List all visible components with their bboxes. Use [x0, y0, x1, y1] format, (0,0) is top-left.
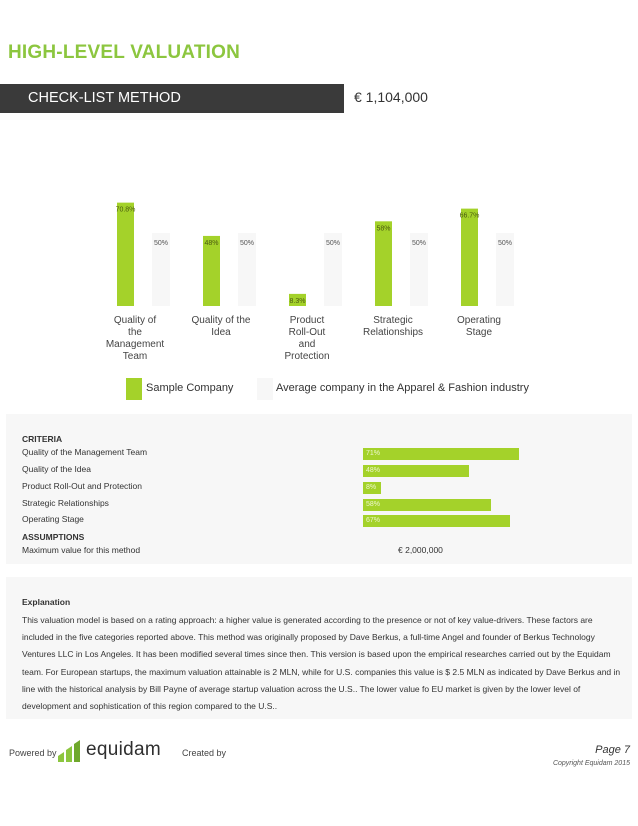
- bar-average-label-2: 50%: [325, 240, 341, 247]
- assumptions-label: Maximum value for this method: [22, 545, 141, 555]
- explanation-text: This valuation model is based on a rating approach: a higher value is generated according to the presence or not of key value-drivers. These factors are included in the five categories reported above. This method was originally proposed by Dave Berkus, a full-time Angel and founder of Berkus Technology Ventures LLC in Los Angeles. It has been modified several times since then. This version is based upon the empirical researches carried out by the Equidam team. For European startups, the maximum valuation attainable is 2 MLN, while for U.S. companies this value is $ 2.5 MLN as indicated by Dave Berkus and in line with the historical analysis by Bill Payne of average startup valuation across the U.S.. The lower value fo EU market is given by the lower level of development and sophistication of this region compared to the U.S..: [22, 615, 621, 712]
- page-title: HIGH-LEVEL VALUATION: [8, 42, 240, 63]
- bar-sample-0: [117, 203, 134, 306]
- criteria-label-1: Quality of the Idea: [22, 464, 91, 474]
- explanation-heading: Explanation: [22, 597, 71, 607]
- criteria-bar-2: [363, 482, 381, 494]
- bar-sample-label-1: 48%: [204, 239, 219, 247]
- method-value: € 1,104,000: [354, 89, 428, 105]
- bar-sample-label-4: 66.7%: [459, 212, 480, 220]
- category-label-0: Quality of the Management Team: [105, 315, 165, 362]
- assumptions-value: € 2,000,000: [398, 545, 443, 555]
- bar-average-label-4: 50%: [497, 240, 513, 247]
- bar-sample-label-3: 58%: [376, 225, 391, 233]
- explanation-panel: [6, 577, 632, 719]
- criteria-heading: CRITERIA: [22, 434, 63, 444]
- method-header-bar: [0, 84, 344, 113]
- equidam-logo-text: equidam: [86, 739, 161, 760]
- page-number: Page 7: [595, 744, 630, 756]
- category-label-4: Operating Stage: [457, 315, 501, 338]
- assumptions-heading: ASSUMPTIONS: [22, 532, 85, 542]
- criteria-bar-4: [363, 515, 510, 527]
- criteria-label-3: Strategic Relationships: [22, 498, 109, 508]
- category-label-2: Product Roll-Out and Protection: [284, 315, 330, 362]
- bar-average-label-0: 50%: [153, 240, 169, 247]
- criteria-label-4: Operating Stage: [22, 514, 84, 524]
- criteria-bar-value-4: 67%: [366, 517, 381, 524]
- criteria-label-2: Product Roll-Out and Protection: [22, 481, 143, 491]
- bar-sample-4: [461, 209, 478, 306]
- legend-swatch-sample: [126, 378, 142, 400]
- criteria-bar-1: [363, 465, 469, 477]
- category-label-1: Quality of the Idea: [191, 315, 251, 338]
- powered-by-label: Powered by: [9, 748, 57, 758]
- criteria-panel: [6, 414, 632, 564]
- copyright-text: Copyright Equidam 2015: [552, 760, 630, 767]
- bar-sample-label-2: 8.3%: [289, 297, 306, 305]
- criteria-bar-value-1: 48%: [366, 467, 381, 474]
- legend-label-sample: Sample Company: [146, 382, 234, 394]
- bar-sample-3: [375, 221, 392, 306]
- bar-average-label-1: 50%: [239, 240, 255, 247]
- valuation-bar-chart: [0, 140, 638, 410]
- bar-sample-label-0: 70.8%: [115, 206, 136, 214]
- criteria-bar-value-0: 71%: [366, 450, 381, 457]
- category-label-3: Strategic Relationships: [362, 315, 424, 338]
- criteria-bar-0: [363, 448, 519, 460]
- chart-canvas: [0, 140, 638, 410]
- criteria-bar-value-2: 8%: [366, 484, 377, 491]
- legend-label-average: Average company in the Apparel & Fashion industry: [276, 382, 529, 394]
- criteria-bar-value-3: 58%: [366, 501, 381, 508]
- created-by-label: Created by: [182, 748, 227, 758]
- method-label: CHECK-LIST METHOD: [28, 90, 181, 106]
- bar-average-label-3: 50%: [411, 240, 427, 247]
- equidam-bars-icon: [56, 738, 84, 764]
- criteria-bar-3: [363, 499, 491, 511]
- legend-swatch-average: [257, 378, 273, 400]
- criteria-label-0: Quality of the Management Team: [22, 447, 148, 457]
